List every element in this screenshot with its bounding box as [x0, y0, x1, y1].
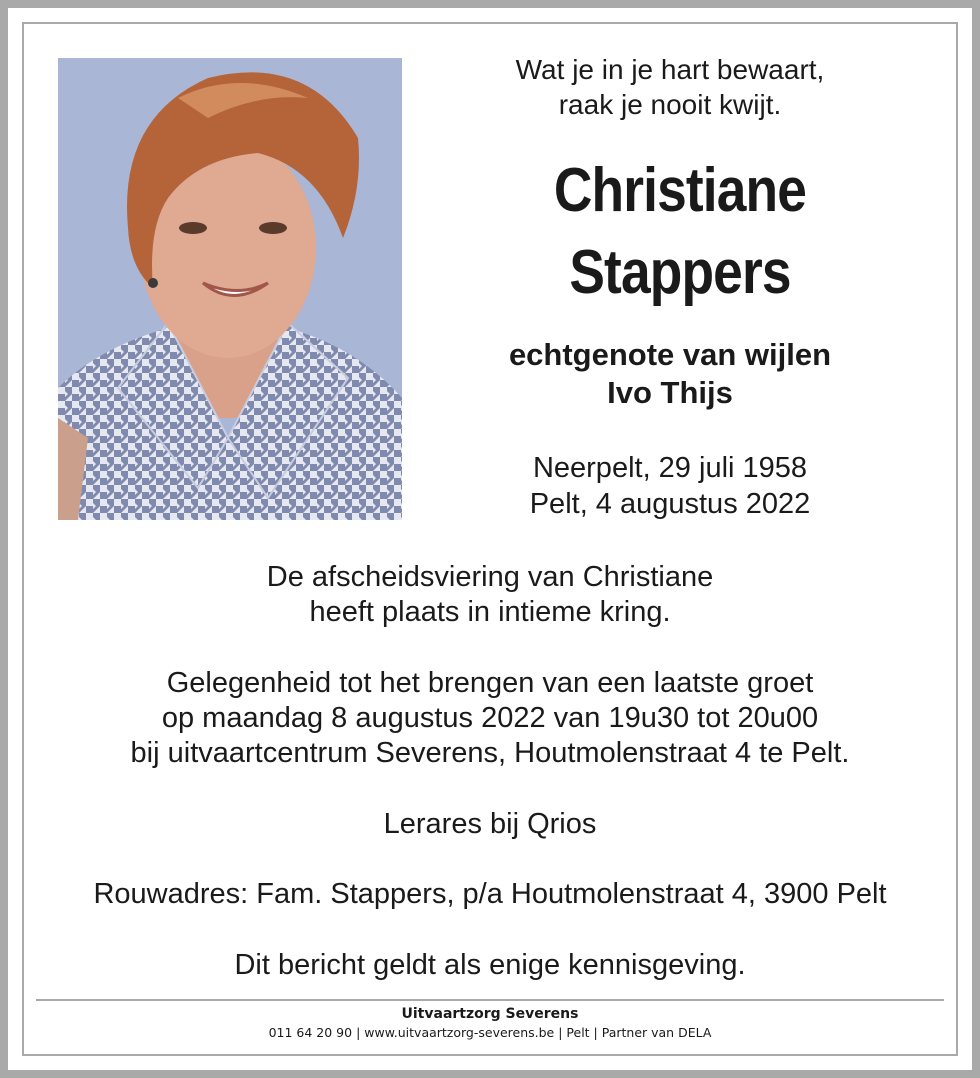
- relation: [440, 336, 900, 412]
- footer-divider: [36, 999, 944, 1001]
- birth-date: Neerpelt, 29 juli 1958: [532, 452, 808, 484]
- relation-line-2: Ivo Thijs: [607, 375, 733, 410]
- last-name: Stappers: [569, 238, 791, 307]
- notice-text: Dit bericht geldt als enige kennisgeving.: [234, 949, 746, 981]
- life-dates: [450, 450, 890, 522]
- death-date: Pelt, 4 augustus 2022: [529, 488, 811, 520]
- visitation-line-3: bij uitvaartcentrum Severens, Houtmolenstraat 4 te Pelt.: [130, 737, 850, 769]
- visitation-info: [30, 666, 950, 771]
- occupation: Lerares bij Qrios: [383, 808, 597, 840]
- visitation-line-2: op maandag 8 augustus 2022 van 19u30 tot 20u00: [161, 702, 819, 734]
- funeral-company-name: Uitvaartzorg Severens: [401, 1006, 579, 1022]
- visitation-line-1: Gelegenheid tot het brengen van een laatste groet: [166, 667, 814, 699]
- first-name: Christiane: [553, 156, 807, 225]
- ceremony-line-2: heeft plaats in intieme kring.: [309, 596, 671, 628]
- deceased-name: [474, 150, 887, 314]
- quote-line-2: raak je nooit kwijt.: [558, 89, 782, 120]
- quote-line-1: Wat je in je hart bewaart,: [515, 54, 825, 85]
- memorial-quote: [440, 52, 900, 122]
- ceremony-line-1: De afscheidsviering van Christiane: [266, 561, 714, 593]
- relation-line-1: echtgenote van wijlen: [508, 337, 832, 372]
- mourning-address: Rouwadres: Fam. Stappers, p/a Houtmolenstraat 4, 3900 Pelt: [93, 878, 887, 910]
- funeral-company-contact: 011 64 20 90 | www.uitvaartzorg-severens.be | Pelt | Partner van DELA: [268, 1025, 712, 1040]
- portrait-photo: [58, 58, 402, 520]
- ceremony-info: [30, 560, 950, 630]
